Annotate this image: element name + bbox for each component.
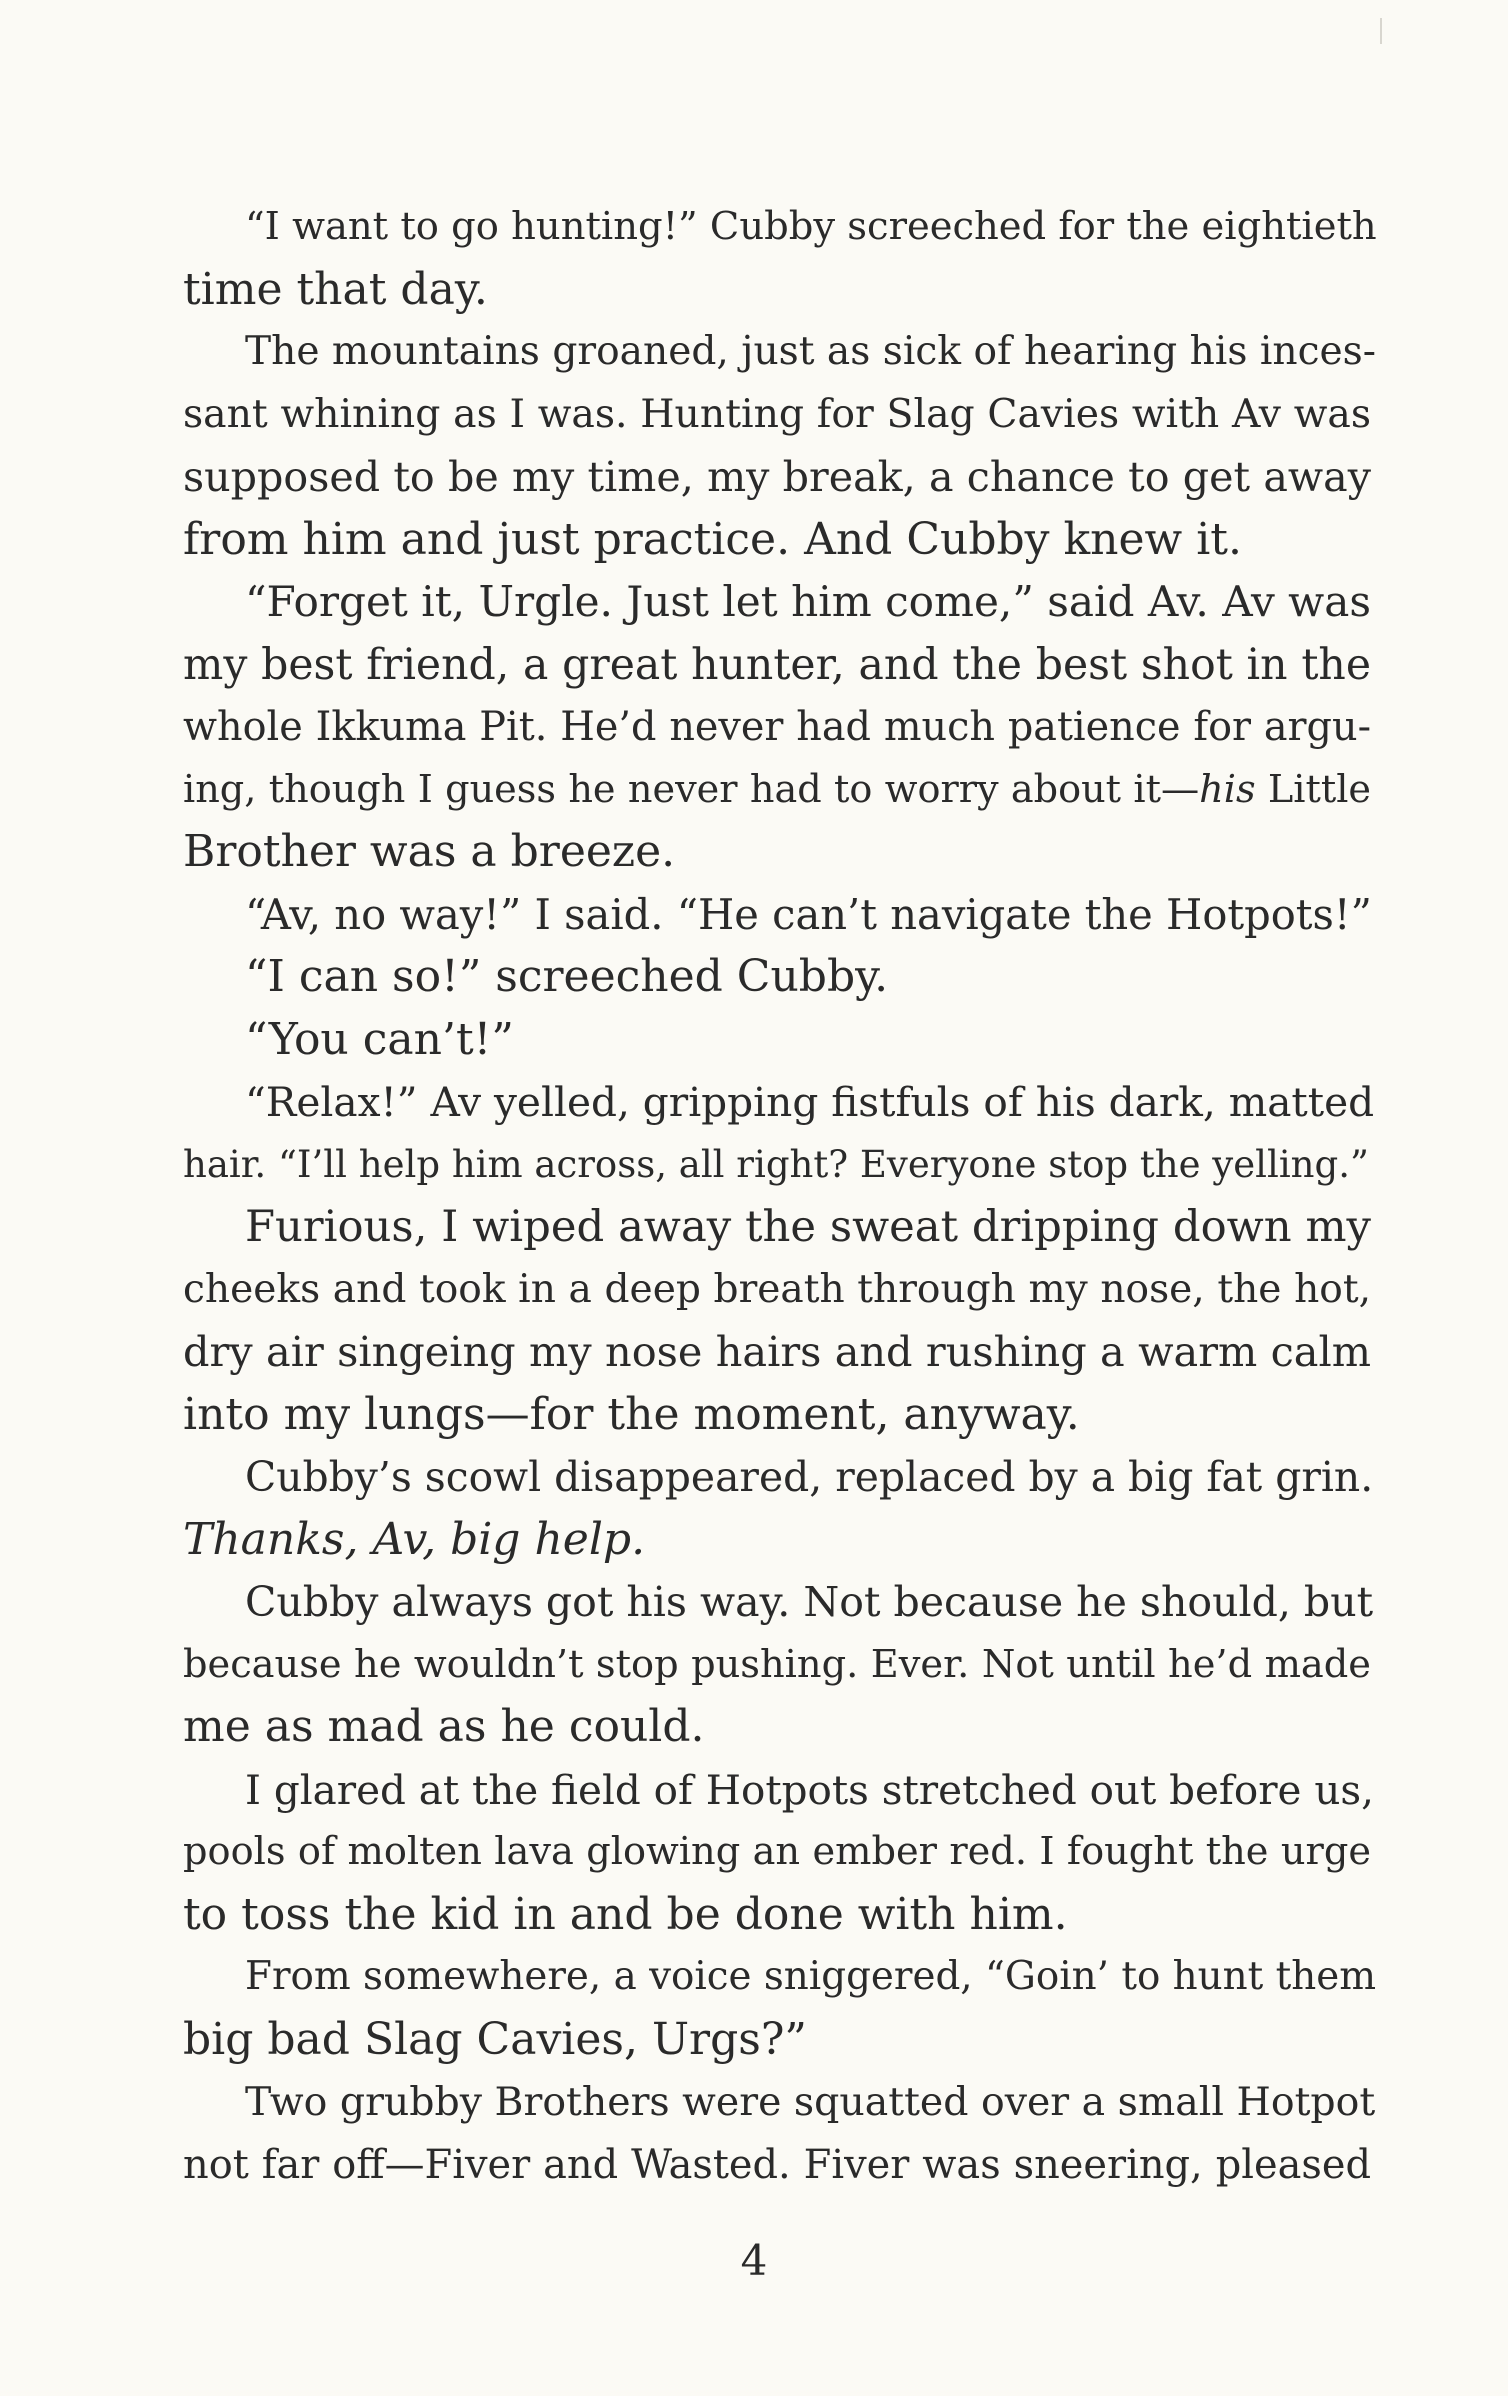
text-line: “I want to go hunting!” Cubby screeched for the eightieth xyxy=(245,204,1377,249)
text-line: not far off—Fiver and Wasted. Fiver was sneering, pleased xyxy=(183,2141,1371,2188)
text-line: Cubby always got his way. Not because he should, but xyxy=(245,1578,1374,1626)
text-line: From somewhere, a voice sniggered, “Goin’ to hunt them xyxy=(245,1954,1377,1999)
text-line: “Forget it, Urgle. Just let him come,” said Av. Av was xyxy=(245,577,1371,626)
text-line: Two grubby Brothers were squatted over a small Hotpot xyxy=(245,2079,1376,2125)
page-number: 4 xyxy=(740,2236,768,2285)
text-line: me as mad as he could. xyxy=(183,1701,705,1752)
text-line: my best friend, a great hunter, and the best shot in the xyxy=(183,639,1371,690)
emphasis: his xyxy=(1199,767,1256,812)
text-line: cheeks and took in a deep breath through my nose, the hot, xyxy=(183,1266,1371,1312)
text-line: “Av, no way!” I said. “He can’t navigate the Hotpots!” xyxy=(245,889,1372,939)
text-line: “Relax!” Av yelled, gripping fistfuls of his dark, matted xyxy=(245,1078,1375,1126)
text-line: The mountains groaned, just as sick of hearing his inces- xyxy=(245,329,1376,374)
text-line: from him and just practice. And Cubby knew it. xyxy=(183,513,1242,565)
text-line: ing, though I guess he never had to worry about it—his Little xyxy=(183,767,1372,812)
text-line: sant whining as I was. Hunting for Slag Cavies with Av was xyxy=(183,391,1371,437)
text-line: into my lungs—for the moment, anyway. xyxy=(183,1388,1080,1440)
text-line: time that day. xyxy=(183,263,488,315)
text-line: pools of molten lava glowing an ember red. I fought the urge xyxy=(183,1829,1371,1874)
text-line: big bad Slag Cavies, Urgs?” xyxy=(183,2013,807,2065)
text-line: dry air singeing my nose hairs and rushing a warm calm xyxy=(183,1328,1371,1376)
text-line: Cubby’s scowl disappeared, replaced by a big fat grin. xyxy=(245,1453,1374,1501)
text-line: supposed to be my time, my break, a chance to get away xyxy=(183,453,1371,501)
text-line: hair. “I’ll help him across, all right? Everyone stop the yelling.” xyxy=(183,1142,1369,1186)
text-line: whole Ikkuma Pit. He’d never had much patience for argu- xyxy=(183,704,1371,750)
text-line: to toss the kid in and be done with him. xyxy=(183,1888,1068,1940)
body-text xyxy=(183,196,1377,2196)
text-line: because he wouldn’t stop pushing. Ever. Not until he’d made xyxy=(183,1641,1371,1687)
edge-mark xyxy=(1380,18,1382,44)
text-line: Furious, I wiped away the sweat dripping down my xyxy=(245,1202,1371,1252)
text-line: I glared at the field of Hotpots stretched out before us, xyxy=(245,1765,1374,1814)
text-line: Thanks, Av, big help. xyxy=(183,1513,646,1565)
text-line: Brother was a breeze. xyxy=(183,826,676,877)
text-line: “You can’t!” xyxy=(245,1013,514,1065)
text-line: “I can so!” screeched Cubby. xyxy=(245,951,889,1002)
